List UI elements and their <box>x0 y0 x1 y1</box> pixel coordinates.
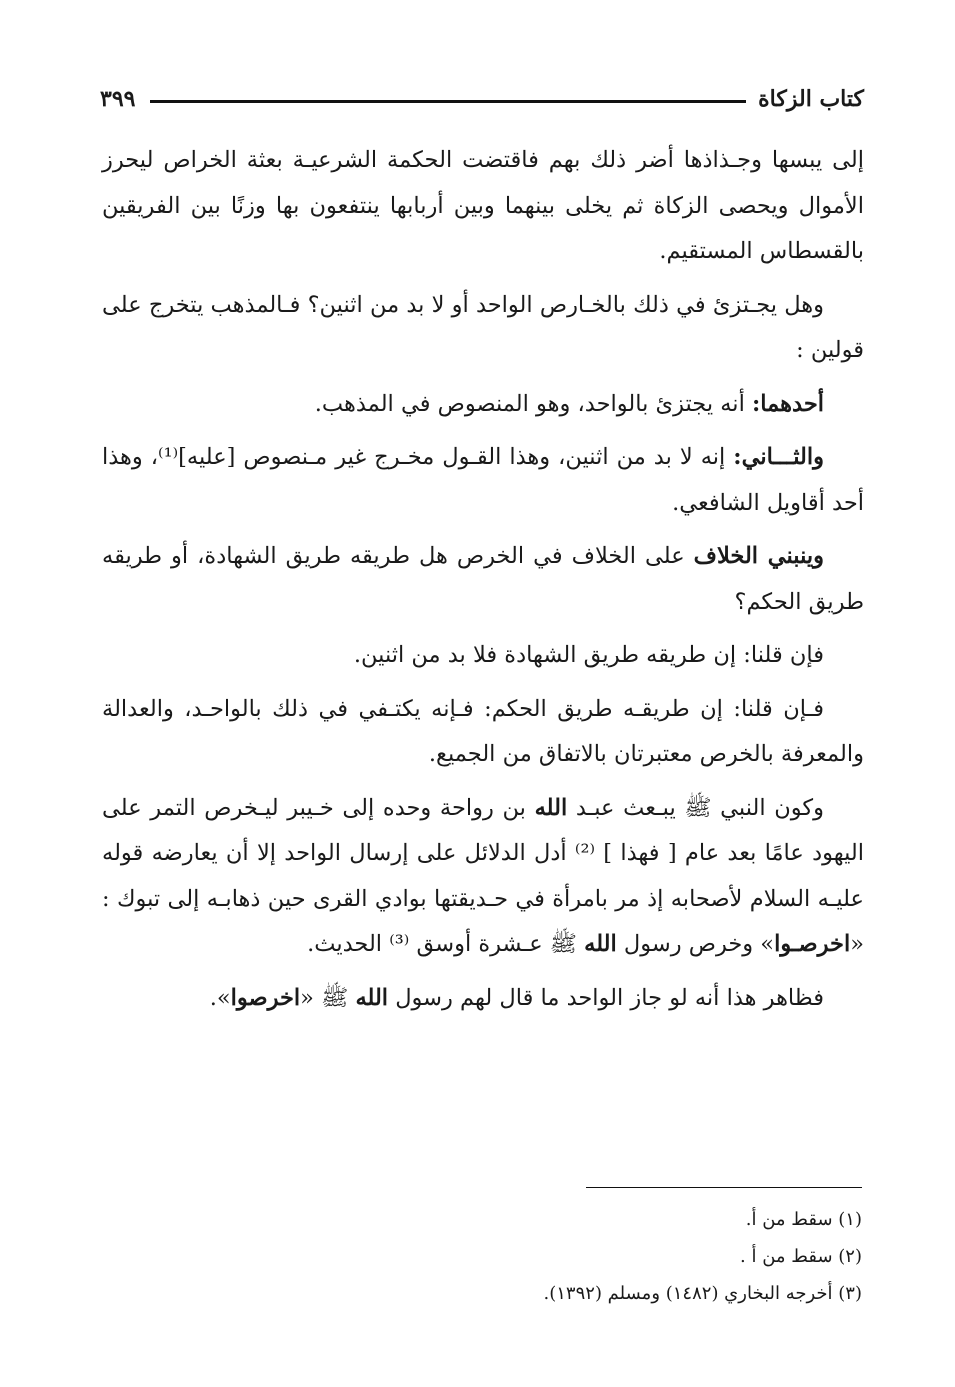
page-number: ٣٩٩ <box>100 86 136 112</box>
main-text <box>102 138 864 1021</box>
paragraph-5-lead: وينبني الخلاف <box>693 543 824 569</box>
paragraph-4-lead: والثـــاني: <box>733 444 824 470</box>
header-rule <box>150 100 746 103</box>
paragraph-7: فـإن قلنا: إن طريقـه طريق الحكم: فـإنه يكتـفي في ذلك بالواحـد، والعدالة والمعرفة بالخرص معتبرتان بالاتفاق من الجميع. <box>102 695 864 767</box>
paragraph-9-part-c: ». <box>209 984 231 1011</box>
footnote-1: (١) سقط من أ. <box>745 1209 862 1230</box>
paragraph-5-text: على الخلاف في الخرص هل طريقه طريق الشهادة، أو طريقه طريق الحكم؟ <box>102 543 864 615</box>
paragraph-2: وهل يجـتزئ في ذلك بالخـارص الواحد أو لا بد من اثنين؟ فـالمذهب يتخرج على قولين : <box>102 291 864 363</box>
paragraph-8-part-d: ﷺ عـشرة أوسق ⁽³⁾ الحديث. <box>307 931 585 957</box>
paragraph-3 <box>102 382 864 428</box>
paragraph-5 <box>102 534 864 625</box>
paragraph-9-allah: الله <box>355 984 389 1011</box>
paragraph-1: إلى يبسها وجـذاذها أضر ذلك بهم فاقتضت الحكمة الشرعيـة بعثة الخراص ليحرز الأموال ويحصى الزكاة ثم يخلى بينهما وبين أربابها ينتفعون بها وزنًا بين الفريقين بالقسطاس المستقيم. <box>102 147 864 264</box>
paragraph-4 <box>102 435 864 526</box>
paragraph-8-part-b: بن رواحة وحده إلى خـيبر ليـخرص التمر على اليهود عامًا بعد عام [ فهذا ] ⁽²⁾ أدل الدلائل على إرسال الواحد إلا أن يعارضه قوله عليـه السلام لأصحابه إذ مر بامرأة في حـديقتها بوادي القرى حين ذهابـه إلى تبوك : « <box>102 794 864 957</box>
footnote-3: (٣) أخرجه البخاري (١٤٨٢) ومسلم (١٣٩٢). <box>543 1283 862 1304</box>
paragraph-8-quote: اخرصـوا <box>774 931 851 957</box>
footnotes <box>102 1201 862 1312</box>
footnote-separator <box>586 1187 862 1188</box>
paragraph-8-part-a: وكون النبي ﷺ يبـعث عبـد <box>567 794 824 821</box>
paragraph-6: فإن قلنا: إن طريقه طريق الشهادة فلا بد من اثنين. <box>353 642 824 668</box>
paragraph-9 <box>102 976 864 1022</box>
paragraph-9-part-a: فظاهر هذا أنه لو جاز الواحد ما قال لهم رسول <box>388 984 824 1011</box>
paragraph-9-quote: اخرصوا <box>230 984 301 1011</box>
paragraph-4-text: إنه لا بد من اثنين، وهذا القـول مخـرج غير مـنصوص [عليه]⁽¹⁾، وهذا أحد أقاويل الشافعي. <box>102 444 864 516</box>
paragraph-8-part-c: » وخرص رسول <box>616 931 775 957</box>
running-title: كتاب الزكاة <box>758 86 864 112</box>
paragraph-8 <box>102 786 864 968</box>
paragraph-8-allah-1: الله <box>534 794 568 821</box>
paragraph-9-part-b: ﷺ « <box>300 984 356 1011</box>
paragraph-3-lead: أحدهما: <box>751 390 824 417</box>
paragraph-3-text: أنه يجتزئ بالواحد، وهو المنصوص في المذهب. <box>314 390 752 417</box>
paragraph-8-allah-2: الله <box>584 931 617 957</box>
page-header <box>100 84 864 118</box>
footnote-2: (٢) سقط من أ . <box>740 1246 862 1267</box>
